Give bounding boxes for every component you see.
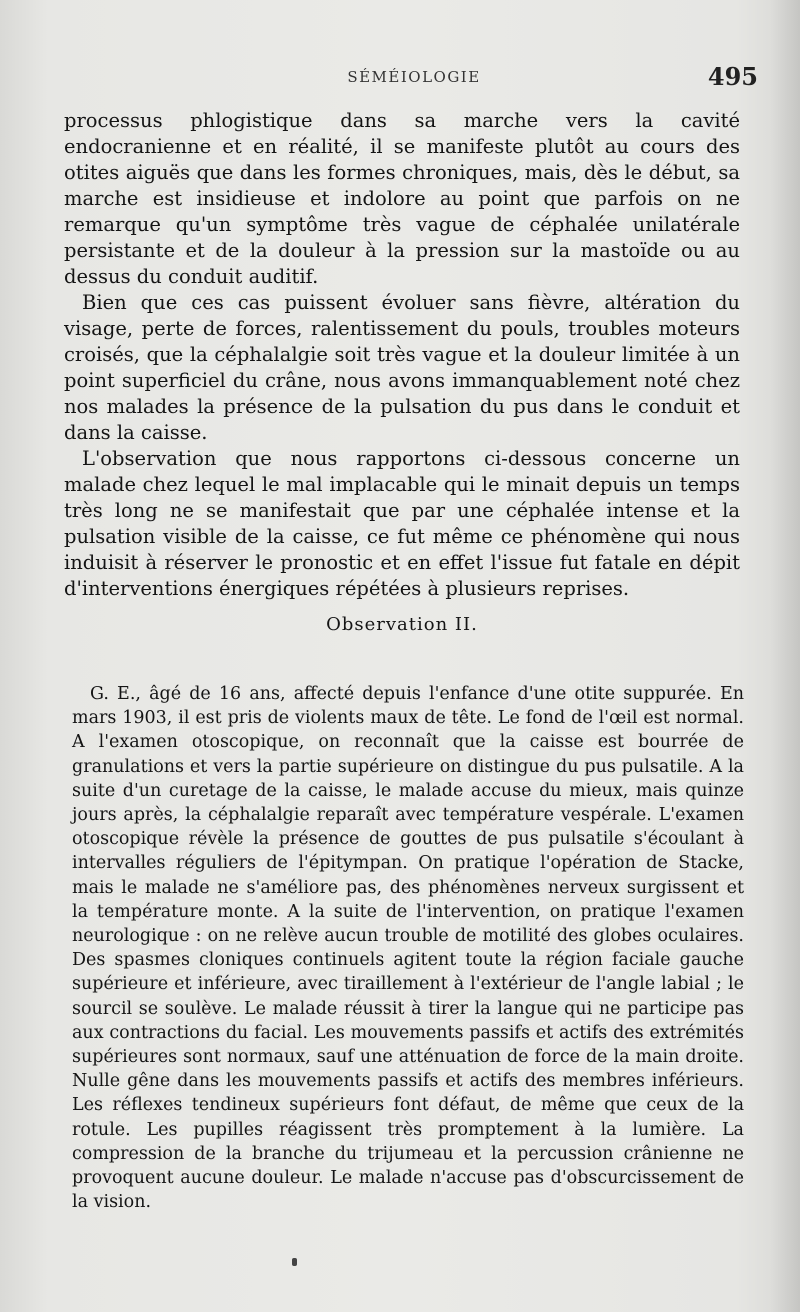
observation-text-block	[72, 682, 744, 1214]
page-number: 495	[707, 62, 758, 91]
observation-paragraph: G. E., âgé de 16 ans, affecté depuis l'enfance d'une otite suppurée. En mars 1903, il est pris de violents maux de tête. Le fond de l'œil est normal. A l'examen otoscopique, on reconnaît que la caisse est bourrée de granulations et vers la partie supérieure on distingue du pus pulsatile. A la suite d'un curetage de la caisse, le malade accuse du mieux, mais quinze jours après, la céphalalgie reparaît avec température vespérale. L'examen otoscopique révèle la présence de gouttes de pus pulsatile s'écoulant à intervalles réguliers de l'épitympan. On pratique l'opération de Stacke, mais le malade ne s'améliore pas, des phénomènes nerveux surgissent et la température monte. A la suite de l'intervention, on pratique l'examen neurologique : on ne relève aucun trouble de motilité des globes oculaires. Des spasmes cloniques continuels agitent toute la région faciale gauche supérieure et inférieure, avec tiraillement à l'extérieur de l'angle labial ; le sourcil se soulève. Le malade réussit à tirer la langue qui ne participe pas aux contractions du facial. Les mouvements passifs et actifs des extrémités supérieures sont normaux, sauf une atténuation de force de la main droite. Nulle gêne dans les mouvements passifs et actifs des membres inférieurs. Les réflexes tendineux supérieurs font défaut, de même que ceux de la rotule. Les pupilles réagissent très promptement à la lumière. La compression de la branche du trijumeau et la percussion crânienne ne provoquent aucune douleur. Le malade n'accuse pas d'obscurcissement de la vision.	[72, 684, 744, 1213]
ink-smudge	[292, 1258, 297, 1266]
running-head: SÉMÉIOLOGIE	[347, 68, 481, 86]
paragraph: L'observation que nous rapportons ci-dessous concerne un malade chez lequel le mal implacable qui le minait depuis un temps très long ne se manifestait que par une céphalée intense et la pulsation visible de la caisse, ce fut même ce phénomène qui nous induisit à réserver le pronostic et en effet l'issue fut fatale en dépit d'interventions énergiques répétées à plusieurs reprises.	[64, 447, 740, 600]
page-header	[64, 62, 764, 92]
page-fold-shadow	[770, 0, 800, 1312]
paragraph-continuation: processus phlogistique dans sa marche vers la cavité endocranienne et en réalité, il se manifeste plutôt au cours des otites aiguës que dans les formes chroniques, mais, dès le début, sa marche est insidieuse et indolore au point que parfois on ne remarque qu'un symptôme très vague de céphalée unilatérale persistante et de la douleur à la pression sur la mastoïde ou au dessus du conduit auditif.	[64, 109, 740, 288]
main-text	[64, 108, 740, 646]
observation-title: Observation II.	[326, 614, 478, 635]
paragraph: Bien que ces cas puissent évoluer sans fièvre, altération du visage, perte de forces, ralentissement du pouls, troubles moteurs croisés, que la céphalalgie soit très vague et la douleur limitée à un point superficiel du crâne, nous avons immanquablement noté chez nos malades la présence de la pulsation du pus dans le conduit et dans la caisse.	[64, 291, 740, 444]
